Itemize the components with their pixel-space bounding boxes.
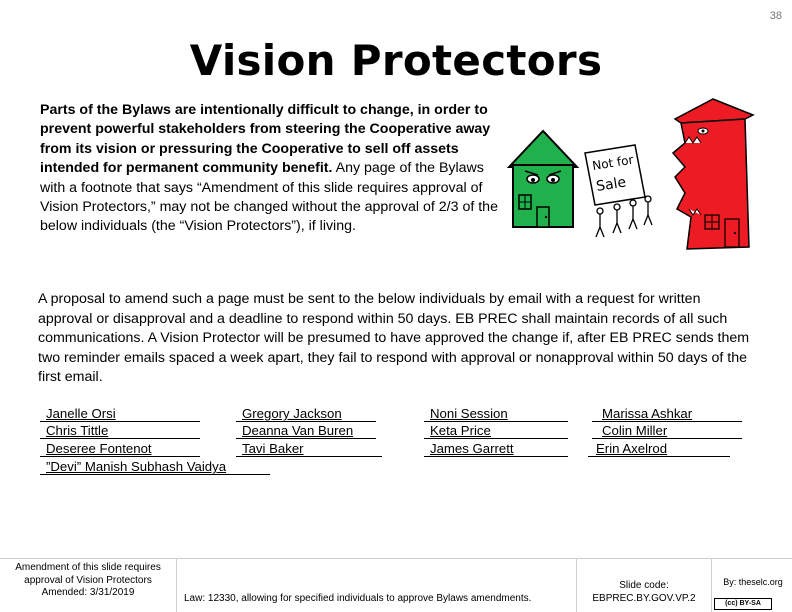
page-number: 38 [769,10,782,22]
protector-name: ”Devi” Manish Subhash Vaidya [40,459,270,475]
protector-name: Janelle Orsi [40,406,200,422]
protector-name: Gregory Jackson [236,406,376,422]
intro-bold-text: Parts of the Bylaws are intentionally difficult to change, in order to prevent powerful stakeholders from steering the Cooperative away from its vision or pressuring the Cooperative to sell off assets intended for permanent community benefit. [40,102,491,177]
not-for-sale-sign-icon [585,145,652,237]
slide-code: Slide code: EBPREC.BY.GOV.VP.2 [592,580,696,604]
protector-name: Colin Miller [592,423,742,439]
protector-name: Keta Price [424,423,568,439]
protector-name: Noni Session [424,406,568,422]
author-credit: By: theselc.org [723,577,783,587]
footer-divider [711,558,712,612]
protector-name: Marissa Ashkar [592,406,742,422]
law-reference: Law: 12330, allowing for specified individuals to approve Bylaws amendments. [184,593,532,604]
red-monster-building-icon [673,99,753,249]
sign-text-line2: Sale [595,174,628,195]
intro-paragraph [40,101,506,237]
footer-divider [176,558,177,612]
page-title: Vision Protectors [189,36,603,85]
protector-name: Deseree Fontenot [40,441,200,457]
houses-illustration [505,97,785,257]
footer-divider [576,558,577,612]
amendment-note: Amendment of this slide requires approval of Vision Protectors Amended: 3/31/2019 [15,562,161,598]
protector-name: Chris Tittle [40,423,200,439]
protector-name: Deanna Van Buren [236,423,376,439]
footer-divider [0,558,792,559]
proposal-paragraph: A proposal to amend such a page must be sent to the below individuals by email with a request for written approval or disapproval and a deadline to respond within 50 days. EB PREC shall maintain records of all such communications. A Vision Protector will be presumed to have approved the change if, after EB PREC sends them two reminder emails spaced a week apart, they fail to respond with approval or nonapproval within 50 days of the first email. [38,291,750,386]
intro-normal-text: Any page of the Bylaws with a footnote that says “Amendment of this slide requires approval of Vision Protectors,” may not be changed without the approval of 2/3 of the below individuals (the “Vision Protectors”), if living. [40,160,498,235]
green-house-icon [509,131,577,227]
protector-name: Erin Axelrod [588,441,730,457]
protector-name: Tavi Baker [236,441,382,457]
protector-name: James Garrett [424,441,568,457]
sign-text-line1: Not for [591,152,635,173]
cc-license-badge: (cc) BY-SA [714,598,772,610]
